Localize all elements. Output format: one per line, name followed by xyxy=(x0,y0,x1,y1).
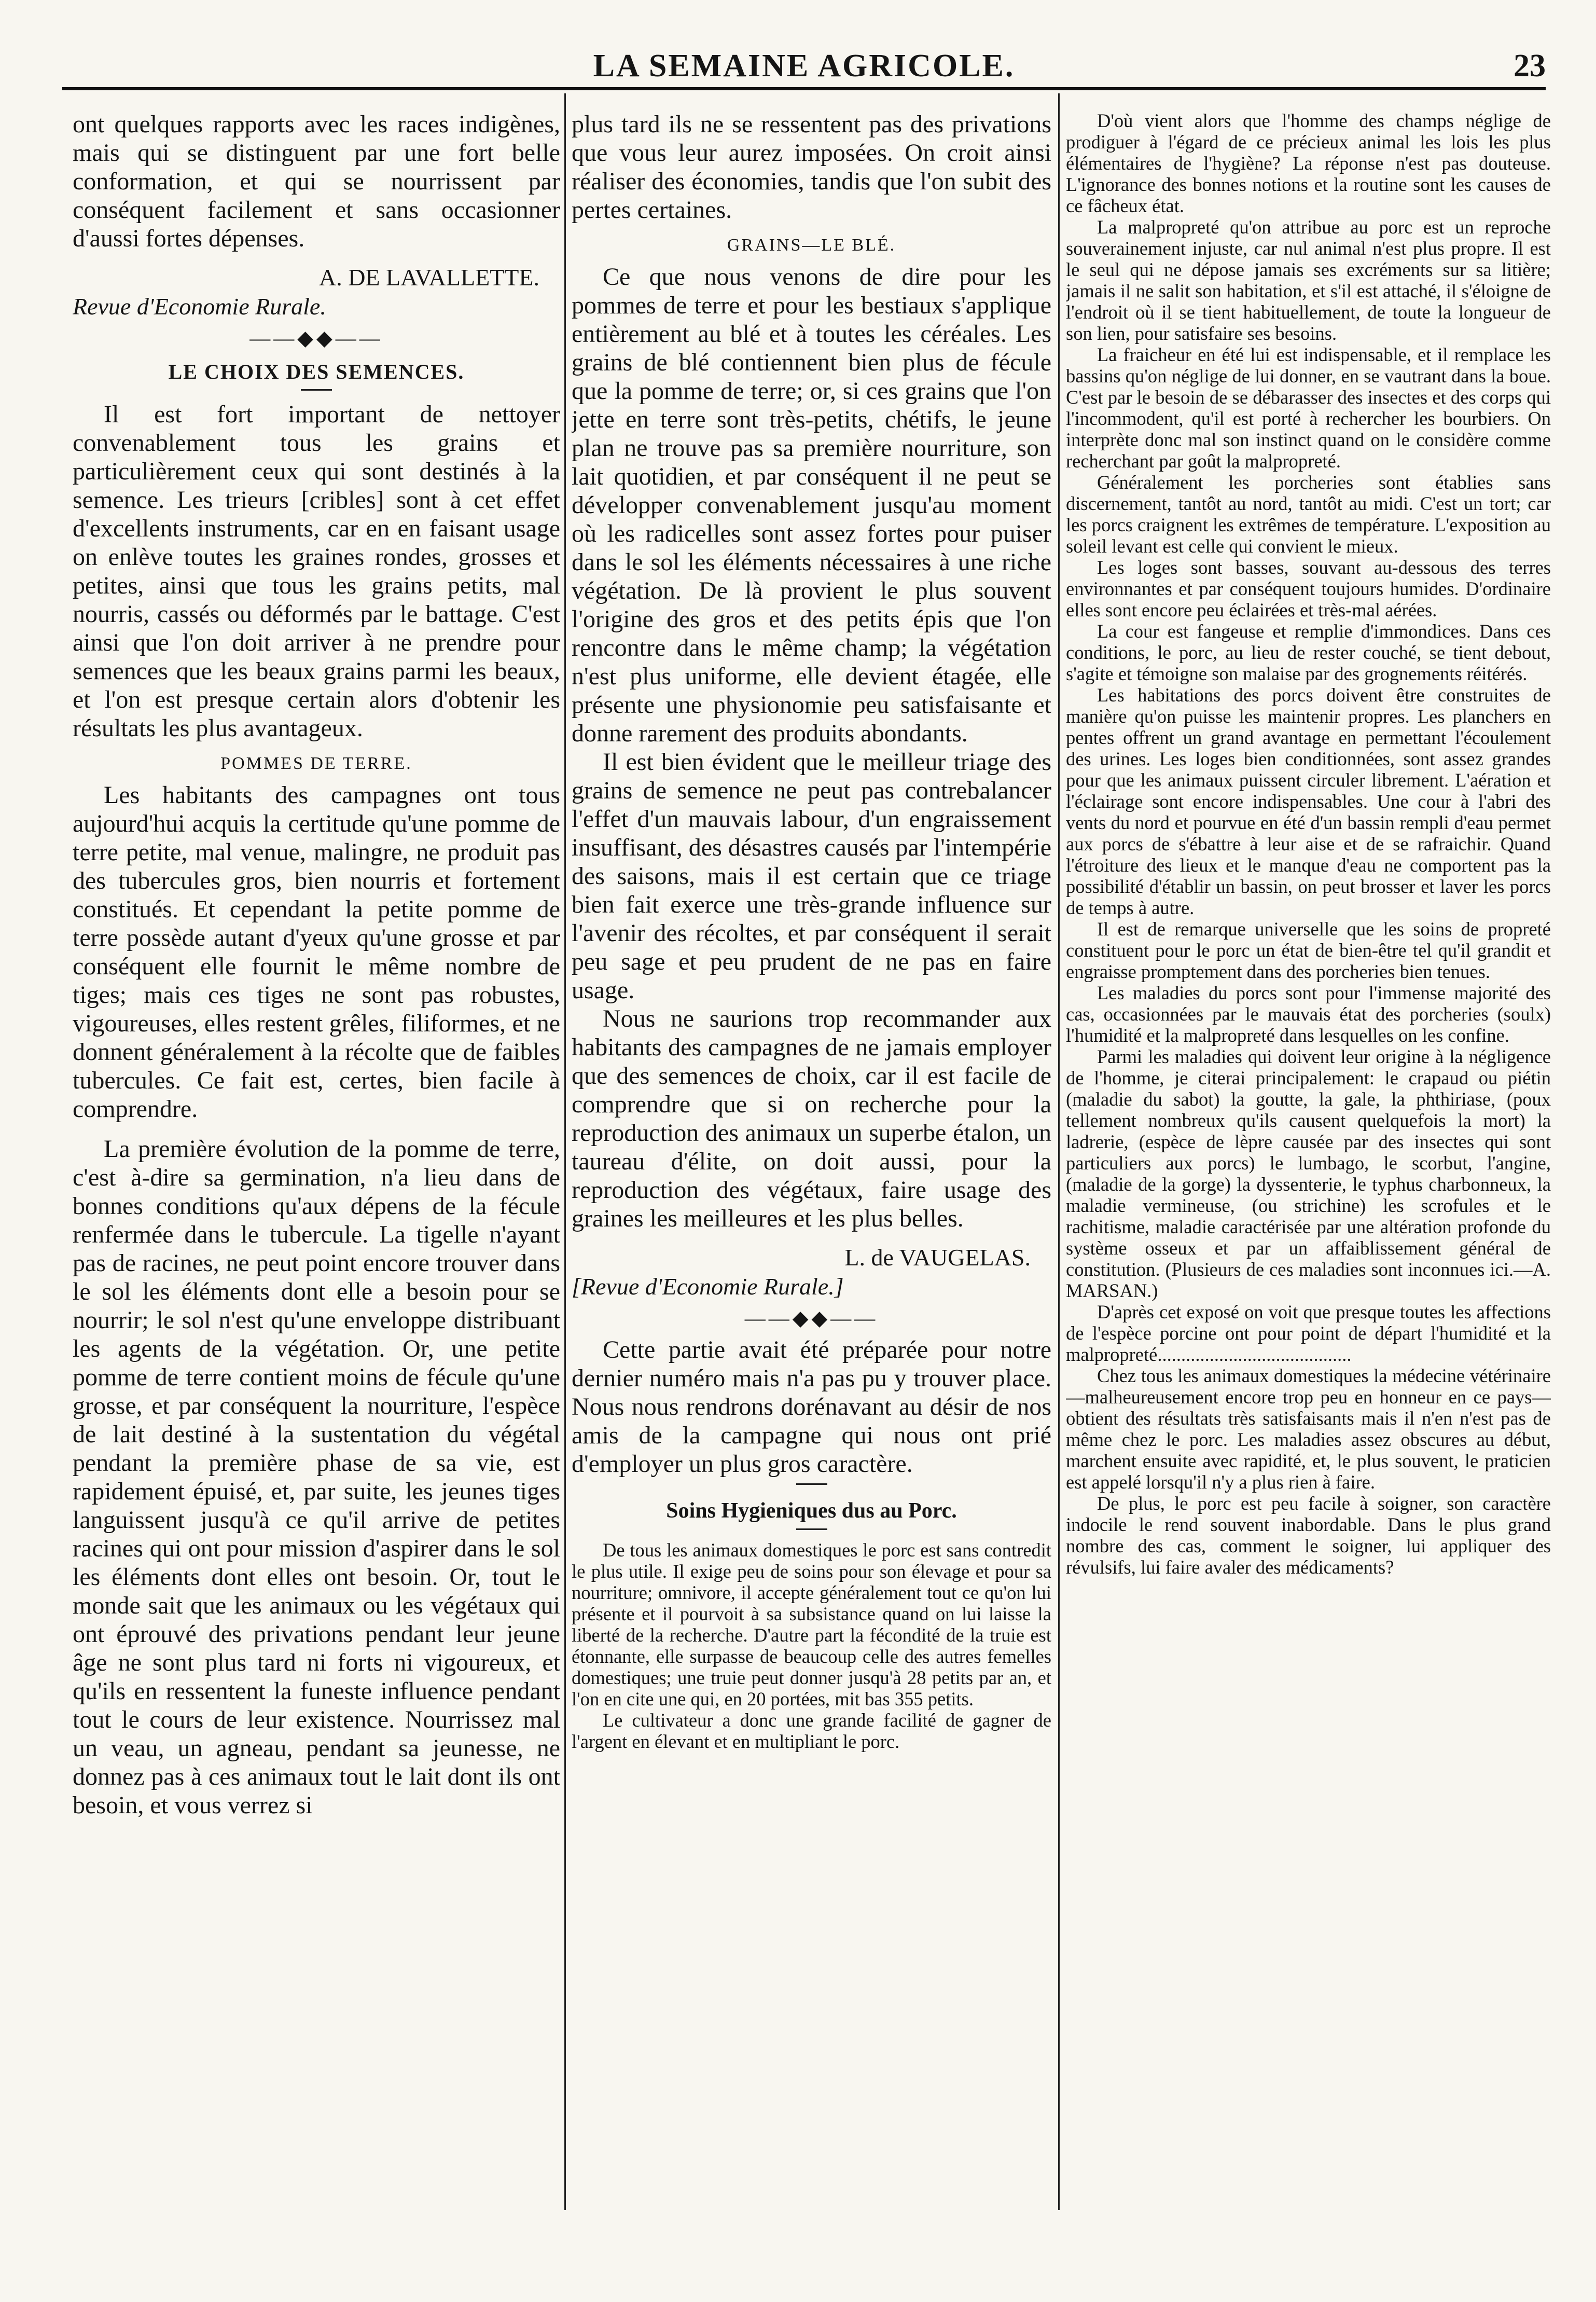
column-1 xyxy=(73,110,560,2196)
paragraph: La fraicheur en été lui est indispensable, et il remplace les bassins qu'on néglige de lui donner, en se vautrant dans la boue. C'est par le besoin de se débarasser des insectes et des corps qui l'incommodent, qu'il est porté à rechercher les bourbiers. On interprète donc mal son instinct quand on le considère comme recherchant par goût la malpropreté. xyxy=(1066,344,1551,472)
paragraph: D'où vient alors que l'homme des champs néglige de prodiguer à l'égard de ce précieux animal les lois les plus élémentaires de l'hygiène? La réponse n'est pas douteuse. L'ignorance des bonnes notions et la routine sont les causes de ce fâcheux état. xyxy=(1066,110,1551,216)
paragraph: De plus, le porc est peu facile à soigner, son caractère indocile le rend souvent inabordable. Dans le plus grand nombre des cas, comment le soigner, lui appliquer des révulsifs, lui faire avaler des médicaments? xyxy=(1066,1493,1551,1578)
header-rule xyxy=(62,87,1546,90)
paragraph: Nous ne saurions trop recommander aux habitants des campagnes de ne jamais employer que des semences de choix, car il est facile de comprendre que si on recherche pour la reproduction des animaux un superbe étalon, un taureau d'élite, on doit aussi, pour la reproduction des végétaux, faire usage des graines les meilleures et les plus belles. xyxy=(572,1005,1051,1232)
section-ornament: ——◆◆—— xyxy=(249,326,383,350)
short-rule xyxy=(796,1483,827,1485)
paragraph: Les maladies du porcs sont pour l'immense majorité des cas, occasionnées par le mauvais état des porcheries (soulx) l'humidité et la malpropreté dans lesquelles on les confine. xyxy=(1066,982,1551,1046)
subheading-grains-ble: GRAINS—LE BLÉ. xyxy=(727,236,896,255)
column-2 xyxy=(572,110,1051,2196)
author-signature: L. de VAUGELAS. xyxy=(844,1244,1031,1271)
paragraph: Il est de remarque universelle que les soins de propreté constituent pour le porc un état de bien-être tel qu'il grandit et engraisse promptement dans des porcheries bien tenues. xyxy=(1066,918,1551,982)
author-signature: A. DE LAVALLETTE. xyxy=(318,264,539,291)
paragraph: Généralement les porcheries sont établies sans discernement, tantôt au nord, tantôt au midi. C'est un tort; car les porcs craignent les extrêmes de température. L'exposition au soleil levant est celle qui convient le mieux. xyxy=(1066,472,1551,557)
paragraph: De tous les animaux domestiques le porc est sans contredit le plus utile. Il exige peu de soins pour son élevage et pour sa nourriture; omnivore, il accepte généralement tout ce qu'on lui présente et il pourvoit à sa subsistance quand on lui laisse la liberté de la recherche. D'autre part la fécondité de la truie est étonnante, elle surpasse de beaucoup celle des autres femelles domestiques; une truie peut donner jusqu'à 28 petits par an, et l'on en cite une qui, en 20 portées, mit bas 355 petits. xyxy=(572,1539,1051,1710)
paragraph: Il est fort important de nettoyer convenablement tous les grains et particulièrement ceux qui sont destinés à la semence. Les trieurs [cribles] sont à cet effet d'excellents instruments, car en en faisant usage on enlève toutes les graines rondes, grosses et petites, ainsi que tous les grains petits, mal nourris, cassés ou déformés par le battage. C'est ainsi que l'on doit arriver à ne prendre pour semences que les beaux grains parmi les beaux, et l'on est presque certain alors d'obtenir les résultats les plus avantageux. xyxy=(73,401,560,742)
paragraph: plus tard ils ne se ressentent pas des privations que vous leur aurez imposées. On croit ainsi réaliser des économies, tandis que l'on subit des pertes certaines. xyxy=(572,111,1051,224)
column-3 xyxy=(1066,110,1551,2196)
heading-choix-semences: LE CHOIX DES SEMENCES. xyxy=(168,360,465,383)
subheading-pommes-de-terre: POMMES DE TERRE. xyxy=(220,754,412,773)
paragraph: La malpropreté qu'on attribue au porc est un reproche souverainement injuste, car nul animal n'est plus propre. Il est le seul qui ne dépose jamais ses excréments sur sa litière; jamais il ne salit son habitation, et s'il est attaché, il s'éloigne de l'endroit où il se tient habituellement, de toute la longueur de son lien, pour satisfaire ses besoins. xyxy=(1066,216,1551,344)
section-ornament: ——◆◆—— xyxy=(744,1306,879,1330)
paragraph: Le cultivateur a donc une grande facilité de gagner de l'argent en élevant et en multipliant le porc. xyxy=(572,1710,1051,1752)
paragraph: Les habitants des campagnes ont tous aujourd'hui acquis la certitude qu'une pomme de terre petite, mal venue, malingre, ne produit pas des tubercules gros, bien nourris et fortement constitués. Et cependant la petite pomme de terre possède autant d'yeux qu'une grosse et par conséquent elle fournit le même nombre de tiges; mais ces tiges ne sont pas robustes, vigoureuses, elles restent grêles, filiformes, et ne donnent généralement à la récolte que de faibles tubercules. Ce fait est, certes, bien facile à comprendre. xyxy=(73,781,560,1123)
column-rule-left xyxy=(564,93,566,2210)
paragraph: La première évolution de la pomme de terre, c'est à-dire sa germination, n'a lieu dans de bonnes conditions qu'aux dépens de la fécule renfermée dans le tubercule. La tigelle n'ayant pas de racines, ne peut point encore trouver dans le sol les éléments dont elle a besoin pour se nourrir; le sol n'est qu'une enveloppe distribuant les agents de la végétation. Or, une petite pomme de terre contient moins de fécule qu'une grosse, et par conséquent la nourriture, l'espèce de lait destiné à la sustentation du végétal pendant la première phase de sa vie, est rapidement épuisé, et, par suite, les jeunes tiges languissent jusqu'à ce qu'il arrive de petites racines qui ont pour mission d'aspirer dans le sol les éléments dont elles ont besoin. Or, tout le monde sait que les animaux ou les végétaux qui ont éprouvé des privations pendant leur jeune âge ne sont plus tard ni forts ni vigoureux, et qu'ils en ressentent la funeste influence pendant tout le cours de leur existence. Nourrissez mal un veau, un agneau, pendant sa jeunesse, ne donnez pas à ces animaux tout le lait dont ils ont besoin, et vous verrez si xyxy=(73,1135,560,1819)
paragraph: La cour est fangeuse et remplie d'immondices. Dans ces conditions, le porc, au lieu de rester couché, se tient debout, s'agite et témoigne son malaise par des grognements réitérés. xyxy=(1066,621,1551,684)
paragraph: Les habitations des porcs doivent être construites de manière qu'on puisse les maintenir propres. Les planchers en pentes offrent un grand avantage en permettant l'écoulement des urines. Les loges bien conditionnées, sont assez grandes pour que les animaux puissent circuler librement. L'aération et l'éclairage sont encore indispensables. Une cour à l'abri des vents du nord et pourvue en été d'un bassin rempli d'eau permet aux porcs de s'ébattre à leur aise et de se rafraichir. Quand l'étroiture des lieux et le manque d'eau ne comportent pas la possibilité d'établir un bassin, on peut brosser et laver les porcs de temps à autre. xyxy=(1066,684,1551,918)
short-rule xyxy=(796,1528,827,1530)
source-citation: [Revue d'Economie Rurale.] xyxy=(572,1273,844,1300)
short-rule xyxy=(301,389,332,391)
column-rule-right xyxy=(1058,93,1060,2210)
paragraph: D'après cet exposé on voit que presque toutes les affections de l'espèce porcine ont pour point de départ l'humidité et la malpropreté......................................... xyxy=(1066,1301,1551,1365)
page-number: 23 xyxy=(1514,48,1546,84)
paragraph: Parmi les maladies qui doivent leur origine à la négligence de l'homme, je citerai principalement: le crapaud ou piétin (maladie du sabot) la goutte, la gale, la phthiriase, (poux tellement nombreux qu'ils causent quelquefois la mort) la ladrerie, (espèce de lèpre causée par des insectes qui sont particuliers aux porcs) le lumbago, le scorbut, l'angine, (maladie de la gorge) la dyssenterie, le typhus charbonneux, la maladie vermineuse, (ou strichine) les scrofules et le rachitisme, maladie caractérisée par une altération profonde du système osseux et par un affaiblissement général de constitution. (Plusieurs de ces maladies sont inconnues ici.—A. MARSAN.) xyxy=(1066,1046,1551,1301)
heading-soins-hygieniques: Soins Hygieniques dus au Porc. xyxy=(666,1499,957,1523)
source-citation: Revue d'Economie Rurale. xyxy=(73,293,326,320)
editorial-note: Cette partie avait été préparée pour notre dernier numéro mais n'a pas pu y trouver place. Nous nous rendrons dorénavant au désir de nos amis de la campagne qui nous ont prié d'employer un plus gros caractère. xyxy=(572,1336,1051,1478)
article-continuation: ont quelques rapports avec les races indigènes, mais qui se distinguent par une fort belle conformation, et qui se nourrissent par conséquent facilement et sans occasionner d'aussi fortes dépenses. xyxy=(73,111,560,252)
paragraph: Chez tous les animaux domestiques la médecine vétérinaire—malheureusement encore trop peu en honneur en ce pays—obtient des résultats très satisfaisants mais il n'en n'est pas de même chez le porc. Les maladies assez obscures au début, marchent ensuite avec rapidité, et, le plus souvent, le praticien est appelé lorsqu'il n'y a plus rien à faire. xyxy=(1066,1365,1551,1493)
page-header xyxy=(62,48,1546,89)
running-title: LA SEMAINE AGRICOLE. xyxy=(593,48,1015,84)
paragraph: Les loges sont basses, souvant au-dessous des terres environnantes et par conséquent toujours humides. D'ordinaire elles sont encore peu éclairées et très-mal aérées. xyxy=(1066,557,1551,621)
paragraph: Ce que nous venons de dire pour les pommes de terre et pour les bestiaux s'applique entièrement au blé et à toutes les céréales. Les grains de blé contiennent bien plus de fécule que la pomme de terre; or, si ces grains que l'on jette en terre sont très-petits, chétifs, le jeune plan ne trouve pas sa première nourriture, son lait quotidien, et par conséquent il ne peut se développer convenablement jusqu'au moment où les radicelles sont assez fortes pour puiser dans le sol les éléments nécessaires à une riche végétation. De là provient le plus souvent l'origine des gros et des petits épis que l'on rencontre dans le même champ; la végétation n'est plus uniforme, elle devient étagée, elle présente une physionomie peu satisfaisante et donne rarement des produits abondants. xyxy=(572,263,1051,747)
paragraph: Il est bien évident que le meilleur triage des grains de semence ne peut pas contrebalancer l'effet d'un mauvais labour, d'un engraissement insuffisant, des désastres causés par l'intempérie des saisons, mais il est certain que ce triage bien fait exerce une très-grande influence sur l'avenir des récoltes, et par conséquent il serait peu sage et peu prudent de ne pas en faire usage. xyxy=(572,748,1051,1004)
